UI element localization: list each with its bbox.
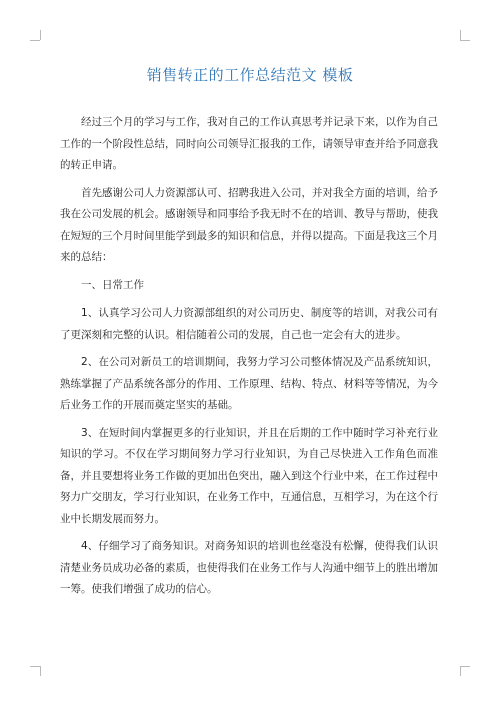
crop-mark-bottom-left-vertical (40, 666, 41, 676)
crop-mark-bottom-left (30, 666, 40, 667)
crop-mark-top-right-vertical (460, 30, 461, 40)
document-title: 销售转正的工作总结范文 模板 (146, 66, 354, 84)
crop-mark-top-left (30, 40, 40, 41)
paragraph-intro: 经过三个月的学习与工作，我对自己的工作认真思考并记录下来，以作为自己工作的一个阶段性总结，同时向公司领导汇报我的工作，请领导审查并给予同意我的转正申请。 (60, 116, 438, 171)
paragraph-item-4: 4、仔细学习了商务知识。对商务知识的培训也丝毫没有松懈，使得我们认识清楚业务员成功必备的素质，也使得我们在业务工作与人沟通中细节上的胜出增加一筹。使我们增强了成功的信心。 (60, 540, 438, 595)
crop-mark-top-left-vertical (40, 30, 41, 40)
section-heading-daily-work: 一、日常工作 (81, 278, 144, 291)
paragraph-thanks: 首先感谢公司人力资源部认可、招聘我进入公司，并对我全方面的培训，给予我在公司发展的机会。感谢领导和同事给予我无时不在的培训、教导与帮助，使我在短短的三个月时间里能学到最多的知识和信息，并得以提高。下面是我这三个月来的总结： (60, 186, 438, 263)
crop-mark-top-right (460, 40, 470, 41)
paragraph-item-2: 2、在公司对新员工的培训期间，我努力学习公司整体情况及产品系统知识，熟练掌握了产品系统各部分的作用、工作原理、结构、特点、材料等等情况，为今后业务工作的开展而奠定坚实的基础。 (60, 356, 438, 411)
document-body (60, 112, 438, 607)
paragraph-item-1: 1、认真学习公司人力资源部组织的对公司历史、制度等的培训，对我公司有了更深刻和完整的认识。相信随着公司的发展，自己也一定会有大的进步。 (60, 307, 438, 341)
crop-mark-bottom-right (460, 666, 470, 667)
paragraph-item-3: 3、在短时间内掌握更多的行业知识，并且在后期的工作中随时学习补充行业知识的学习。不仅在学习期间努力学习行业知识，为自己尽快进入工作角色而准备，并且要想将业务工作做的更加出色突出，融入到这个行业中来，在工作过程中努力广交朋友，学习行业知识，在业务工作中，互通信息，互相学习，为在这个行业中长期发展而努力。 (60, 426, 438, 525)
crop-mark-bottom-right-vertical (460, 666, 461, 676)
